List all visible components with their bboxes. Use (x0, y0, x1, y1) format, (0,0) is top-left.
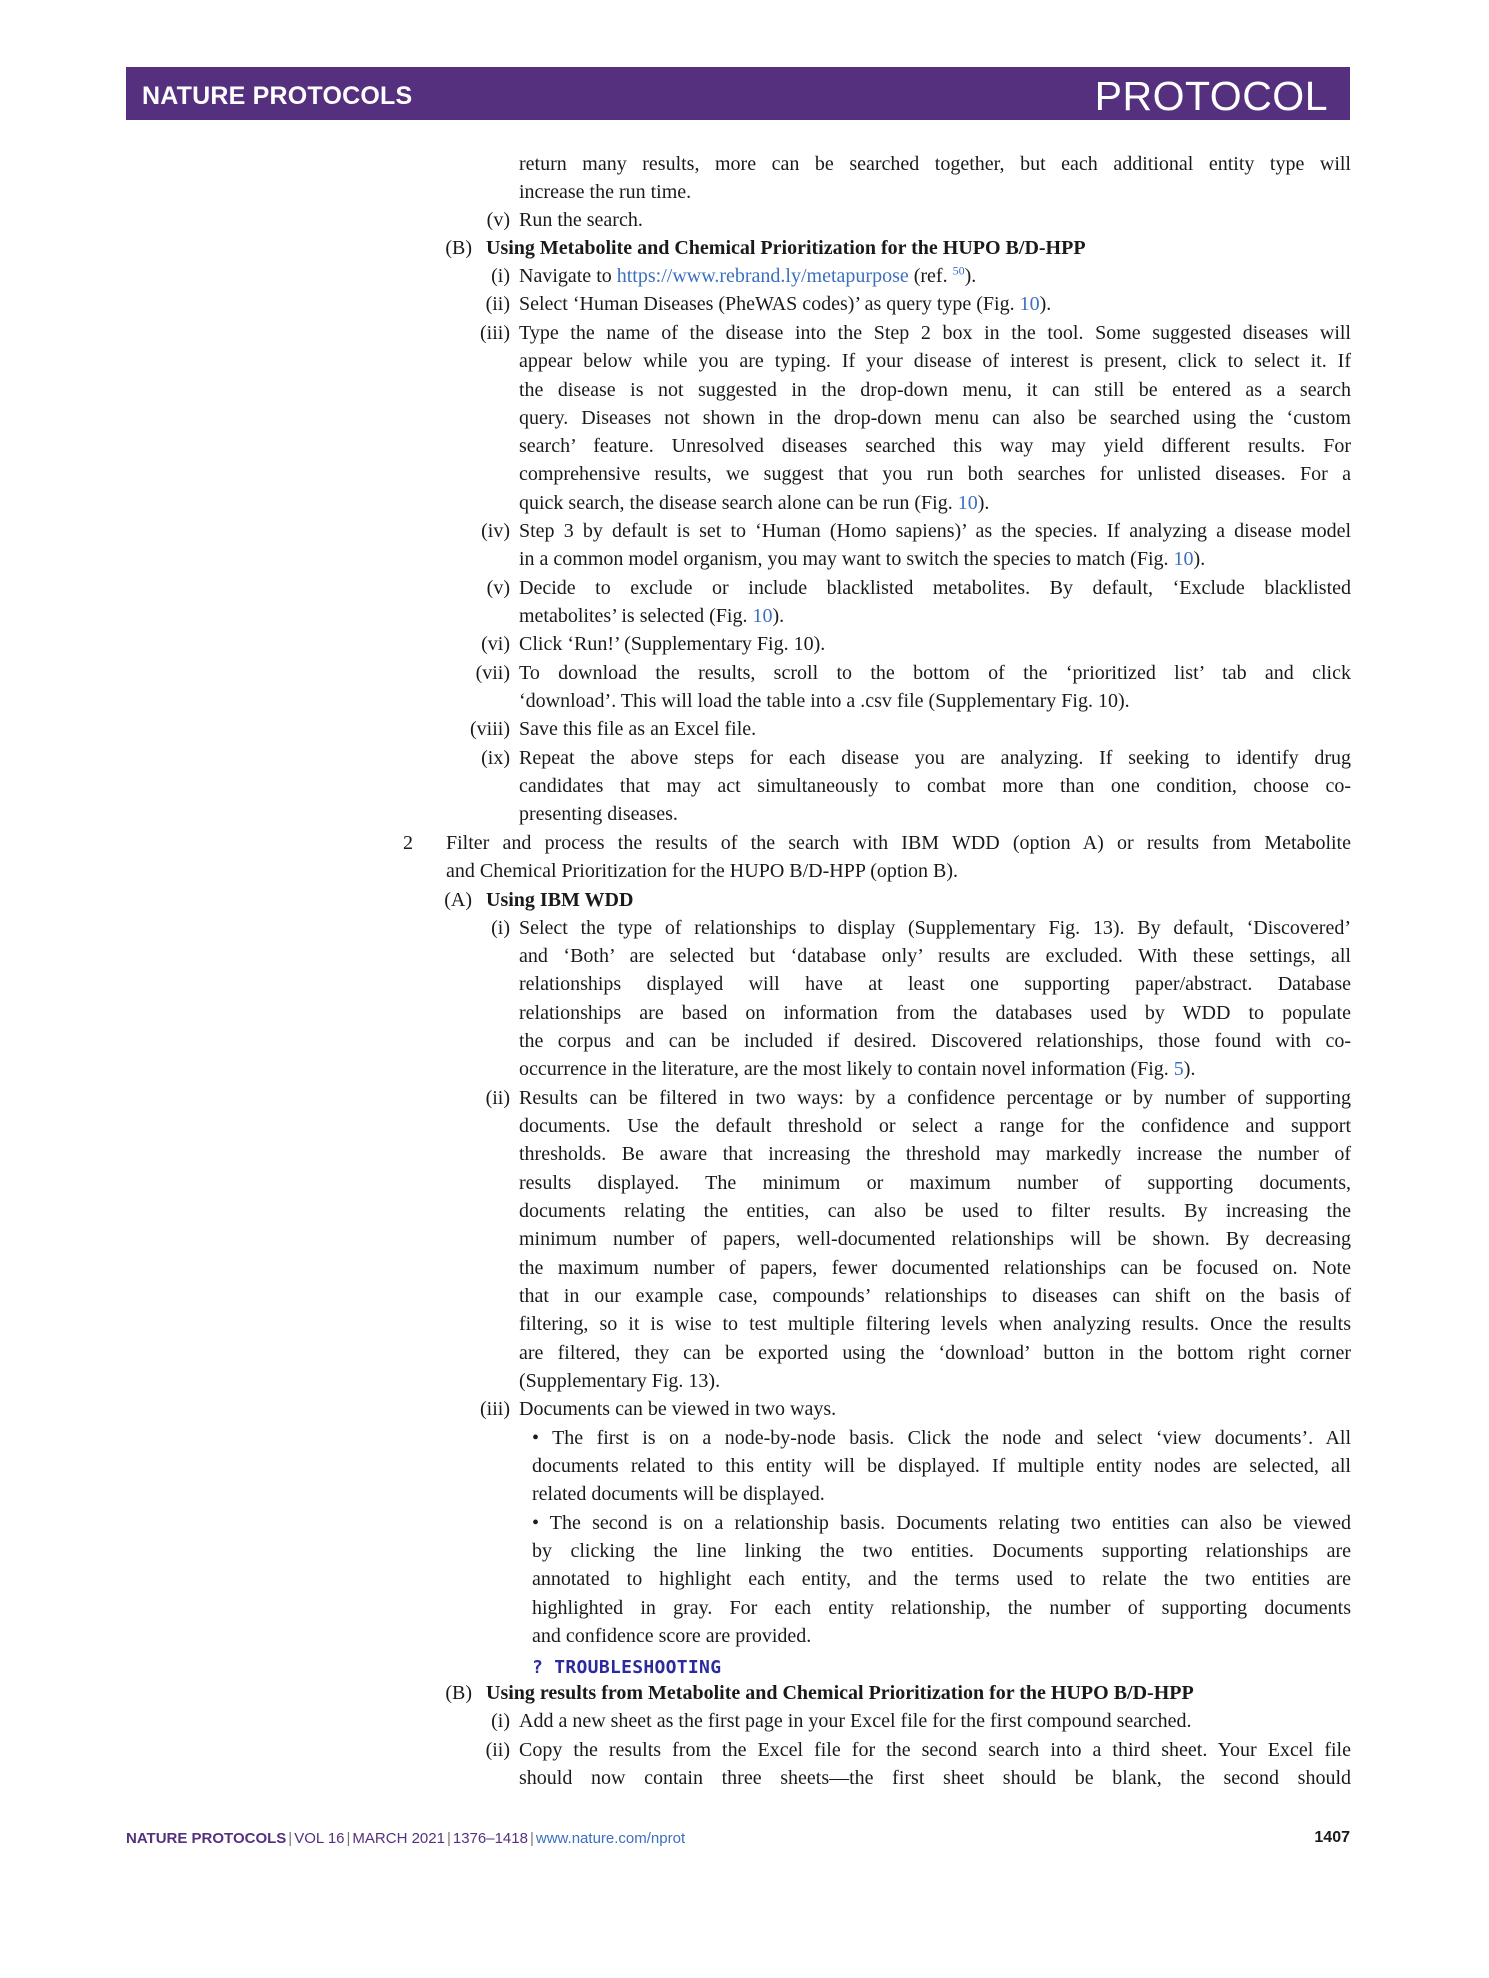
option-label: (A) (444, 889, 472, 911)
text-line: documents related to this entity will be displayed. If multiple entity nodes are selected, all (532, 1455, 1351, 1477)
footer: NATURE PROTOCOLS | VOL 16 | MARCH 2021 | 1376–1418 | www.nature.com/nprot (126, 1830, 686, 1847)
text-line: (Supplementary Fig. 13). (519, 1370, 721, 1392)
option-heading: Using results from Metabolite and Chemical Prioritization for the HUPO B/D-HPP (486, 1682, 1194, 1704)
text-line: and ‘Both’ are selected but ‘database only’ results are excluded. With these settings, all (519, 945, 1351, 967)
text-line: minimum number of papers, well-documented relationships will be shown. By decreasing (519, 1228, 1351, 1250)
text-line: the maximum number of papers, fewer documented relationships can be focused on. Note (519, 1257, 1351, 1279)
text-line: Select the type of relationships to display (Supplementary Fig. 13). By default, ‘Discovered’ (519, 917, 1351, 939)
text-line: search’ feature. Unresolved diseases searched this way may yield different results. For (519, 435, 1351, 457)
text-line: comprehensive results, we suggest that you run both searches for unlisted diseases. For a (519, 463, 1351, 485)
text-line: To download the results, scroll to the bottom of the ‘prioritized list’ tab and click (519, 662, 1351, 684)
text-line: Run the search. (519, 209, 643, 231)
text-line: Documents can be viewed in two ways. (519, 1398, 837, 1420)
text-line: thresholds. Be aware that increasing the threshold may markedly increase the number of (519, 1143, 1351, 1165)
text-line: Save this file as an Excel file. (519, 718, 757, 740)
text-line: and Chemical Prioritization for the HUPO B/D-HPP (option B). (446, 860, 958, 882)
text-line: by clicking the line linking the two entities. Documents supporting relationships are (532, 1540, 1351, 1562)
footer-url-link[interactable]: www.nature.com/nprot (535, 1830, 686, 1847)
option-label: (B) (445, 237, 472, 259)
option-label: (B) (445, 1682, 472, 1704)
text-line: occurrence in the literature, are the most likely to contain novel information (Fig. 5). (519, 1058, 1196, 1080)
footer-volume: VOL 16 (294, 1830, 345, 1847)
text-line: Type the name of the disease into the Step 2 box in the tool. Some suggested diseases will (519, 322, 1351, 344)
step-number: (iii) (480, 1398, 510, 1420)
text-line: documents. Use the default threshold or select a range for the confidence and support (519, 1115, 1351, 1137)
text-line: in a common model organism, you may want to switch the species to match (Fig. 10). (519, 548, 1206, 570)
text-line: Add a new sheet as the first page in your Excel file for the first compound searched. (519, 1710, 1192, 1732)
step-number: (i) (491, 265, 510, 287)
text-line: Repeat the above steps for each disease you are analyzing. If seeking to identify drug (519, 747, 1351, 769)
step-number: (iii) (480, 322, 510, 344)
troubleshooting-link[interactable]: ? TROUBLESHOOTING (532, 1657, 722, 1678)
option-heading: Using Metabolite and Chemical Prioritization for the HUPO B/D-HPP (486, 237, 1086, 259)
text-line: Copy the results from the Excel file for the second search into a third sheet. Your Excel file (519, 1739, 1351, 1761)
step-number: (i) (491, 1710, 510, 1732)
text-line: annotated to highlight each entity, and the terms used to relate the two entities are (532, 1568, 1351, 1590)
text-line: and confidence score are provided. (532, 1625, 812, 1647)
step-number: (iv) (481, 520, 510, 542)
text-line: are filtered, they can be exported using the ‘download’ button in the bottom right corner (519, 1342, 1351, 1364)
text-line: query. Diseases not shown in the drop-down menu can also be searched using the ‘custom (519, 407, 1351, 429)
step-number: (i) (491, 917, 510, 939)
footer-pages: 1376–1418 (452, 1830, 528, 1847)
footer-journal: NATURE PROTOCOLS (126, 1830, 287, 1847)
figure-link[interactable]: 10 (752, 605, 773, 627)
option-heading: Using IBM WDD (486, 889, 634, 911)
metapurpose-link[interactable]: https://www.rebrand.ly/metapurpose (616, 265, 909, 287)
text-line: related documents will be displayed. (532, 1483, 825, 1505)
text-line: relationships displayed will have at least one supporting paper/abstract. Database (519, 973, 1351, 995)
figure-link[interactable]: 10 (1173, 548, 1194, 570)
text-line: metabolites’ is selected (Fig. 10). (519, 605, 785, 627)
figure-link[interactable]: 10 (1019, 293, 1040, 315)
journal-name: NATURE PROTOCOLS (142, 82, 413, 110)
text-line: that in our example case, compounds’ relationships to diseases can shift on the basis of (519, 1285, 1351, 1307)
article-type: PROTOCOL (1094, 73, 1328, 119)
step-number: (v) (486, 577, 510, 599)
step-number: 2 (403, 832, 413, 854)
text-line: the corpus and can be included if desired. Discovered relationships, those found with co- (519, 1030, 1351, 1052)
text-line: candidates that may act simultaneously to combat more than one condition, choose co- (519, 775, 1351, 797)
bullet-item: • The first is on a node-by-node basis. Click the node and select ‘view documents’. All (532, 1427, 1351, 1449)
text-line: quick search, the disease search alone can be run (Fig. 10). (519, 492, 990, 514)
bullet-item: • The second is on a relationship basis. Documents relating two entities can also be viewed (532, 1512, 1351, 1534)
page-number: 1407 (1314, 1829, 1350, 1846)
text-line: Select ‘Human Diseases (PheWAS codes)’ as query type (Fig. 10). (519, 293, 1052, 315)
step-number: (ii) (485, 1739, 510, 1761)
text-line: Results can be filtered in two ways: by a confidence percentage or by number of supporting (519, 1087, 1351, 1109)
text-line: Step 3 by default is set to ‘Human (Homo sapiens)’ as the species. If analyzing a disease model (519, 520, 1351, 542)
step-number: (vii) (475, 662, 510, 684)
text-line: highlighted in gray. For each entity relationship, the number of supporting documents (532, 1597, 1351, 1619)
step-number: (v) (486, 209, 510, 231)
text-line: documents relating the entities, can also be used to filter results. By increasing the (519, 1200, 1351, 1222)
text-line: Decide to exclude or include blacklisted metabolites. By default, ‘Exclude blacklisted (519, 577, 1351, 599)
text-line: filtering, so it is wise to test multiple filtering levels when analyzing results. Once the results (519, 1313, 1351, 1335)
step-number: (ix) (481, 747, 510, 769)
text-line: Navigate to https://www.rebrand.ly/metapurpose (ref. $^{50}$). (519, 263, 977, 287)
text-line: Filter and process the results of the search with IBM WDD (option A) or results from Metabolite (446, 832, 1351, 854)
text-line: ‘download’. This will load the table into a .csv file (Supplementary Fig. 10). (519, 690, 1130, 712)
figure-link[interactable]: 10 (957, 492, 978, 514)
footer-date: MARCH 2021 (352, 1830, 445, 1847)
step-number: (ii) (485, 293, 510, 315)
text-line: Click ‘Run!’ (Supplementary Fig. 10). (519, 633, 826, 655)
step-number: (viii) (470, 718, 510, 740)
text-line: results displayed. The minimum or maximum number of supporting documents, (519, 1172, 1351, 1194)
text-line: appear below while you are typing. If your disease of interest is present, click to select it. If (519, 350, 1351, 372)
step-number: (vi) (481, 633, 510, 655)
text-line: increase the run time. (519, 181, 692, 203)
text-line: the disease is not suggested in the drop-down menu, it can still be entered as a search (519, 379, 1351, 401)
reference-link[interactable]: 50 (952, 263, 965, 278)
text-line: return many results, more can be searched together, but each additional entity type will (519, 153, 1351, 175)
text-line: relationships are based on information from the databases used by WDD to populate (519, 1002, 1351, 1024)
text-line: should now contain three sheets—the first sheet should be blank, the second should (519, 1767, 1351, 1789)
figure-link[interactable]: 5 (1173, 1058, 1184, 1080)
text-line: presenting diseases. (519, 803, 678, 825)
step-number: (ii) (485, 1087, 510, 1109)
